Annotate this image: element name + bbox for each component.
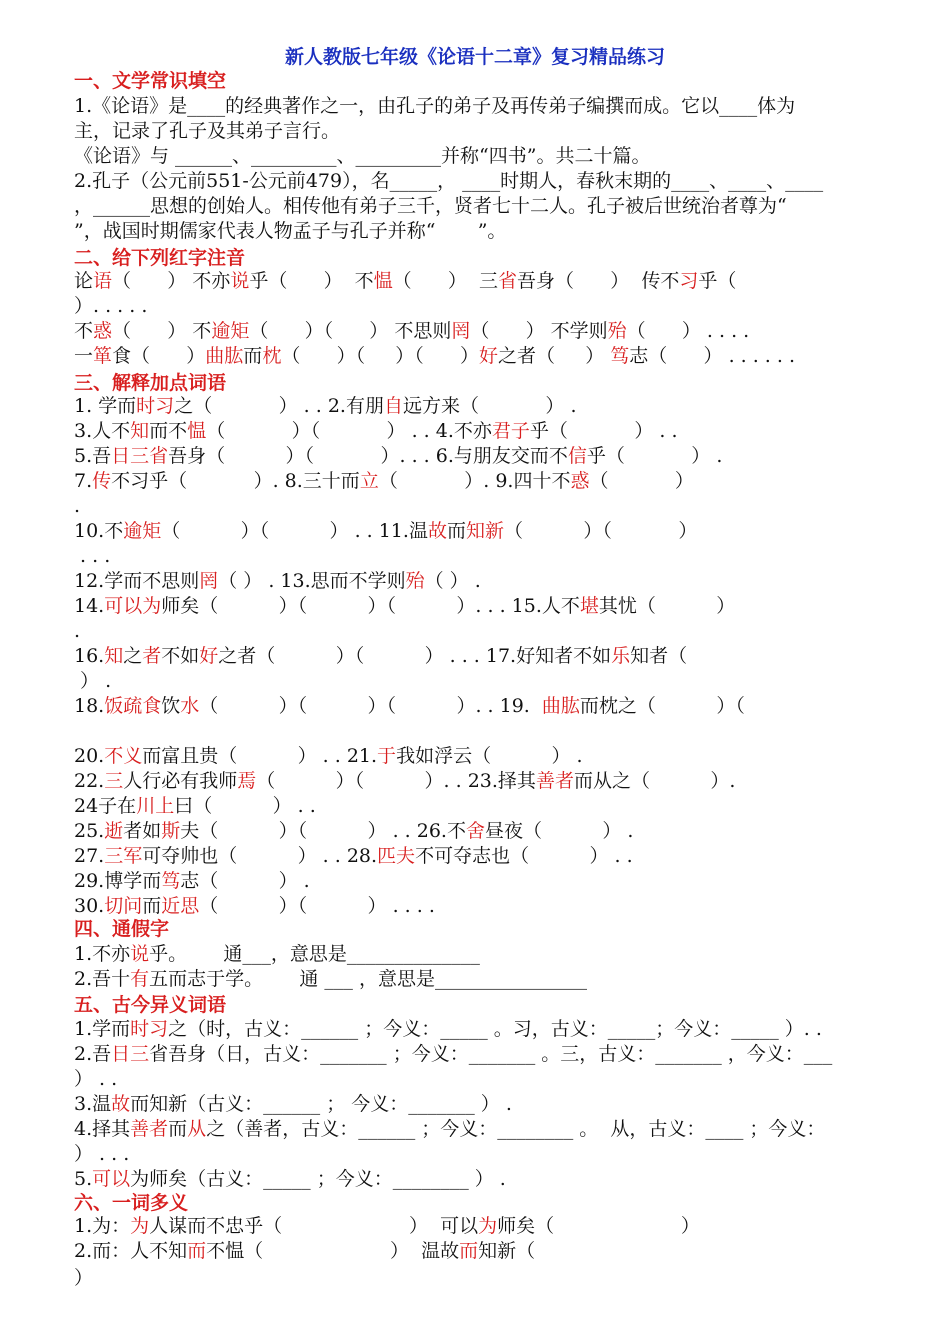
highlighted-word: 有 (130, 968, 150, 990)
exercise-line (74, 869, 310, 893)
line-text: 论 (74, 270, 94, 292)
line-text: 省吾身（日，古义：_______ ；今义：_______ 。三，古义：_______ ，今义：___ (149, 1043, 833, 1065)
highlighted-word: 乐 (611, 645, 631, 667)
highlighted-word: 时习 (136, 395, 175, 417)
line-text: （ ）（ ）（ ） (281, 345, 480, 367)
line-text: 1. 学而 (74, 395, 137, 417)
line-text: 5.吾 (74, 445, 112, 467)
exercise-line (74, 144, 650, 168)
line-text: 22. (74, 770, 105, 792)
line-text: 5. (74, 1168, 93, 1190)
line-text: 不 (74, 320, 94, 342)
highlighted-word: 笃 (161, 870, 181, 892)
line-text: 食（ ） (112, 345, 206, 367)
highlighted-word: 焉 (237, 770, 257, 792)
highlighted-word: 斯 (161, 820, 181, 842)
exercise-line (74, 644, 687, 668)
exercise-line (74, 1142, 129, 1166)
exercise-line (74, 1239, 535, 1263)
exercise-line (74, 819, 633, 843)
line-text: 而 (168, 1118, 188, 1140)
exercise-line (74, 319, 749, 343)
highlighted-word: 殆 (405, 570, 425, 592)
highlighted-word: 立 (359, 470, 379, 492)
line-text: 2.吾 (74, 1043, 112, 1065)
line-text: ） (74, 1267, 94, 1289)
highlighted-word: 传 (92, 470, 112, 492)
highlighted-word: 曲肱 (541, 695, 580, 717)
highlighted-word: 可以 (92, 1168, 131, 1190)
line-text: （ ） (589, 470, 694, 492)
line-text: 不愠（ ） 温故 (206, 1240, 460, 1262)
line-text: 3.人不 (74, 420, 131, 442)
line-text: 而 (142, 895, 162, 917)
line-text: 乎。 通___，意思是______________ (149, 943, 480, 965)
highlighted-word: 切问 (104, 895, 143, 917)
line-text: 知者（ (630, 645, 688, 667)
line-text: 乎（ ） . . (529, 420, 678, 442)
highlighted-word: 水 (180, 695, 200, 717)
line-text: 12.学而不思则 (74, 570, 200, 592)
highlighted-word: 好 (479, 345, 499, 367)
line-text: 之者（ ）（ ） . . . 17.好知者不如 (218, 645, 612, 667)
highlighted-word: 川上 (136, 795, 175, 817)
exercise-line (74, 619, 80, 643)
line-text: 《论语》与 ______、_________、_________并称“四书”。共二十篇。 (74, 145, 651, 167)
exercise-line (74, 394, 576, 418)
highlighted-word: 而 (459, 1240, 479, 1262)
highlighted-word: 于 (377, 745, 397, 767)
line-text: 2.而：人不知 (74, 1240, 188, 1262)
line-text: 吾身（ ）（ ）. . . 6.与朋友交而不 (168, 445, 568, 467)
highlighted-word: 舍 (465, 820, 485, 842)
line-text: 27. (74, 845, 105, 867)
exercise-line (74, 269, 736, 293)
exercise-line (74, 794, 316, 818)
section-heading: 六、一词多义 (74, 1192, 189, 1214)
highlighted-word: 日三省 (111, 445, 169, 467)
line-text: 之（ ） . . 2.有朋 (174, 395, 384, 417)
highlighted-word: 箪 (93, 345, 113, 367)
line-text: ） . (74, 670, 112, 692)
line-text: 1.《论语》是____的经典著作之一，由孔子的弟子及再传弟子编撰而成。它以____体为 (74, 95, 796, 117)
line-text: 一 (74, 345, 94, 367)
line-text: （ ）（ ） . . . . (199, 895, 435, 917)
highlighted-word: 三 (104, 770, 124, 792)
line-text: 师矣（ ） (497, 1215, 700, 1237)
line-text: 师矣（ ）（ ）（ ）. . . 15.人不 (161, 595, 580, 617)
highlighted-word: 三军 (104, 845, 143, 867)
line-text: 30. (74, 895, 105, 917)
line-text: 吾身（ ） 传不 (517, 270, 680, 292)
exercise-line (74, 544, 110, 568)
line-text: 乎（ ） . (586, 445, 723, 467)
page-title: 新人教版七年级《论语十二章》复习精品练习 (284, 46, 665, 68)
line-text: 志（ ） . (180, 870, 310, 892)
line-text: 2.吾十 (74, 968, 131, 990)
exercise-line (74, 494, 80, 518)
exercise-line (74, 942, 480, 966)
line-text: （ ）（ ） . . 4.不亦 (206, 420, 492, 442)
line-text: 而从之（ ）. (573, 770, 736, 792)
highlighted-word: 不义 (104, 745, 143, 767)
line-text: . (74, 620, 81, 642)
line-text: （ ） 不 (112, 320, 212, 342)
exercise-line (74, 469, 694, 493)
highlighted-word: 善者 (535, 770, 574, 792)
line-text: 而不 (149, 420, 188, 442)
line-text: 夫（ ）（ ） . . 26.不 (180, 820, 466, 842)
line-text: 29.博学而 (74, 870, 162, 892)
exercise-line (74, 1214, 700, 1238)
line-text: 曰（ ） . . (174, 795, 316, 817)
line-text: 之（善者，古义：______ ；今义：________ 。 从，古义：____ ；今义： (206, 1118, 826, 1140)
exercise-line (74, 1266, 93, 1290)
exercise-line (74, 844, 633, 868)
exercise-line (74, 419, 678, 443)
highlighted-word: 堪 (579, 595, 599, 617)
line-text: . . . (74, 545, 111, 567)
line-text: 可夺帅也（ ） . . 28. (142, 845, 378, 867)
line-text: （ ） 不亦 (112, 270, 231, 292)
line-text: 乎（ ） 不 (249, 270, 374, 292)
highlighted-word: 逝 (104, 820, 124, 842)
highlighted-word: 者 (142, 645, 162, 667)
line-text: 之者（ ） (498, 345, 611, 367)
line-text: 不可夺志也（ ） . . (415, 845, 633, 867)
highlighted-word: 罔 (199, 570, 219, 592)
highlighted-word: 为 (130, 1215, 150, 1237)
highlighted-word: 而 (187, 1240, 207, 1262)
line-text: 而知新（古义：______ ； 今义：_______ ） . (130, 1093, 512, 1115)
line-text: （ ）（ ） (504, 520, 698, 542)
highlighted-word: 知新 (465, 520, 504, 542)
line-text: （ ）（ ）. . 23.择其 (256, 770, 536, 792)
highlighted-word: 曲肱 (205, 345, 244, 367)
line-text: （ ）（ ）（ ）. . 19. (199, 695, 542, 717)
line-text: 1.学而 (74, 1018, 131, 1040)
line-text: 不如 (161, 645, 200, 667)
highlighted-word: 习 (679, 270, 699, 292)
line-text: 之 (123, 645, 143, 667)
highlighted-word: 日三 (111, 1043, 150, 1065)
highlighted-word: 善者 (130, 1118, 169, 1140)
exercise-line (74, 344, 795, 368)
line-text: 4.择其 (74, 1118, 131, 1140)
line-text: 人行必有我师 (123, 770, 238, 792)
line-text: 3.温 (74, 1093, 112, 1115)
exercise-line (74, 119, 340, 143)
line-text: 为师矣（古义：_____ ；今义：________ ） . (130, 1168, 506, 1190)
section-heading: 三、解释加点词语 (74, 372, 227, 394)
highlighted-word: 说 (130, 943, 150, 965)
line-text: （ ） 三 (392, 270, 498, 292)
line-text: 志（ ） . . . . . . (629, 345, 796, 367)
highlighted-word: 可以为 (104, 595, 162, 617)
line-text: 人谋而不忠乎（ ） 可以 (149, 1215, 479, 1237)
line-text: 而富且贵（ ） . . 21. (142, 745, 378, 767)
line-text: 1.为： (74, 1215, 131, 1237)
highlighted-word: 近思 (161, 895, 200, 917)
line-text: 五而志于学。 通 ___ ，意思是________________ (149, 968, 587, 990)
exercise-line (74, 1017, 822, 1041)
line-text: 14. (74, 595, 105, 617)
highlighted-word: 时习 (130, 1018, 169, 1040)
exercise-line (74, 694, 745, 718)
line-text: 2.孔子（公元前551-公元前479），名_____， ____时期人，春秋末期的____、____、____ (74, 170, 824, 192)
highlighted-word: 说 (230, 270, 250, 292)
line-text: ”，战国时期儒家代表人物孟子与孔子并称“ ”。 (74, 220, 507, 242)
highlighted-word: 愠 (373, 270, 393, 292)
highlighted-word: 从 (187, 1118, 207, 1140)
exercise-line (74, 194, 787, 218)
highlighted-word: 笃 (610, 345, 630, 367)
line-text: 我如浮云（ ） . (396, 745, 583, 767)
exercise-line (74, 169, 823, 193)
highlighted-word: 语 (93, 270, 113, 292)
line-text: 之（时，古义：______ ；今义：_____ 。习，古义：_____；今义：_____ ）. . (168, 1018, 822, 1040)
line-text: 20. (74, 745, 105, 767)
line-text: 25. (74, 820, 105, 842)
highlighted-word: 省 (498, 270, 518, 292)
line-text: 知新（ (478, 1240, 536, 1262)
line-text: 者如 (123, 820, 162, 842)
exercise-line (74, 219, 506, 243)
highlighted-word: 为 (478, 1215, 498, 1237)
highlighted-word: 匹夫 (377, 845, 416, 867)
exercise-line (74, 1042, 832, 1066)
exercise-line (74, 1067, 117, 1091)
highlighted-word: 知 (130, 420, 150, 442)
exercise-line (74, 444, 722, 468)
highlighted-word: 饭疏食 (104, 695, 162, 717)
line-text: ） . . (74, 1068, 118, 1090)
highlighted-word: 枕 (262, 345, 282, 367)
line-text: （ ） . (424, 570, 481, 592)
exercise-line (74, 594, 735, 618)
line-text: 16. (74, 645, 105, 667)
line-text: 而 (243, 345, 263, 367)
exercise-line (74, 569, 481, 593)
highlighted-word: 自 (383, 395, 403, 417)
highlighted-word: 故 (111, 1093, 131, 1115)
line-text: 18. (74, 695, 105, 717)
exercise-line (74, 669, 111, 693)
section-heading: 四、通假字 (74, 918, 170, 940)
highlighted-word: 信 (567, 445, 587, 467)
exercise-line (74, 94, 795, 118)
line-text: 10.不 (74, 520, 124, 542)
highlighted-word: 知 (104, 645, 124, 667)
line-text: 24子在 (74, 795, 137, 817)
line-text: 1.不亦 (74, 943, 131, 965)
exercise-line (74, 744, 583, 768)
highlighted-word: 好 (199, 645, 219, 667)
line-text: 主，记录了孔子及其弟子言行。 (74, 120, 341, 142)
line-text: （ ） . . . . (626, 320, 750, 342)
line-text: （ ）（ ） . . 11.温 (161, 520, 428, 542)
line-text: 而枕之（ ）（ (579, 695, 745, 717)
line-text: 远方来（ ） . (402, 395, 577, 417)
exercise-line (74, 1092, 512, 1116)
line-text: 其忧（ ） (598, 595, 736, 617)
line-text: ） . . . (74, 1143, 130, 1165)
line-text: 昼夜（ ） . (485, 820, 634, 842)
line-text: 饮 (161, 695, 181, 717)
highlighted-word: 逾矩 (123, 520, 162, 542)
highlighted-word: 罔 (451, 320, 471, 342)
highlighted-word: 殆 (607, 320, 627, 342)
line-text: 而 (446, 520, 466, 542)
exercise-line (74, 294, 147, 318)
section-heading: 五、古今异义词语 (74, 994, 227, 1016)
section-heading: 一、文学常识填空 (74, 70, 227, 92)
line-text: （ ） . 13.思而不学则 (218, 570, 406, 592)
exercise-line (74, 967, 587, 991)
highlighted-word: 惑 (93, 320, 113, 342)
line-text: ）. . . . . (74, 295, 148, 317)
line-text: 7. (74, 470, 93, 492)
exercise-line (74, 1117, 825, 1141)
highlighted-word: 故 (427, 520, 447, 542)
exercise-line (74, 769, 735, 793)
line-text: . (74, 495, 81, 517)
highlighted-word: 君子 (491, 420, 530, 442)
line-text: （ ） 不学则 (470, 320, 608, 342)
line-text: ，______思想的创始人。相传他有弟子三千，贤者七十二人。孔子被后世统治者尊为“ (74, 195, 787, 217)
line-text: （ ）. 9.四十不 (378, 470, 571, 492)
highlighted-word: 惑 (570, 470, 590, 492)
line-text: 不习乎（ ）. 8.三十而 (111, 470, 360, 492)
highlighted-word: 逾矩 (211, 320, 250, 342)
highlighted-word: 愠 (187, 420, 207, 442)
line-text: 乎（ (698, 270, 737, 292)
exercise-line (74, 519, 697, 543)
line-text: （ ）（ ） 不思则 (249, 320, 452, 342)
section-heading: 二、给下列红字注音 (74, 247, 246, 269)
